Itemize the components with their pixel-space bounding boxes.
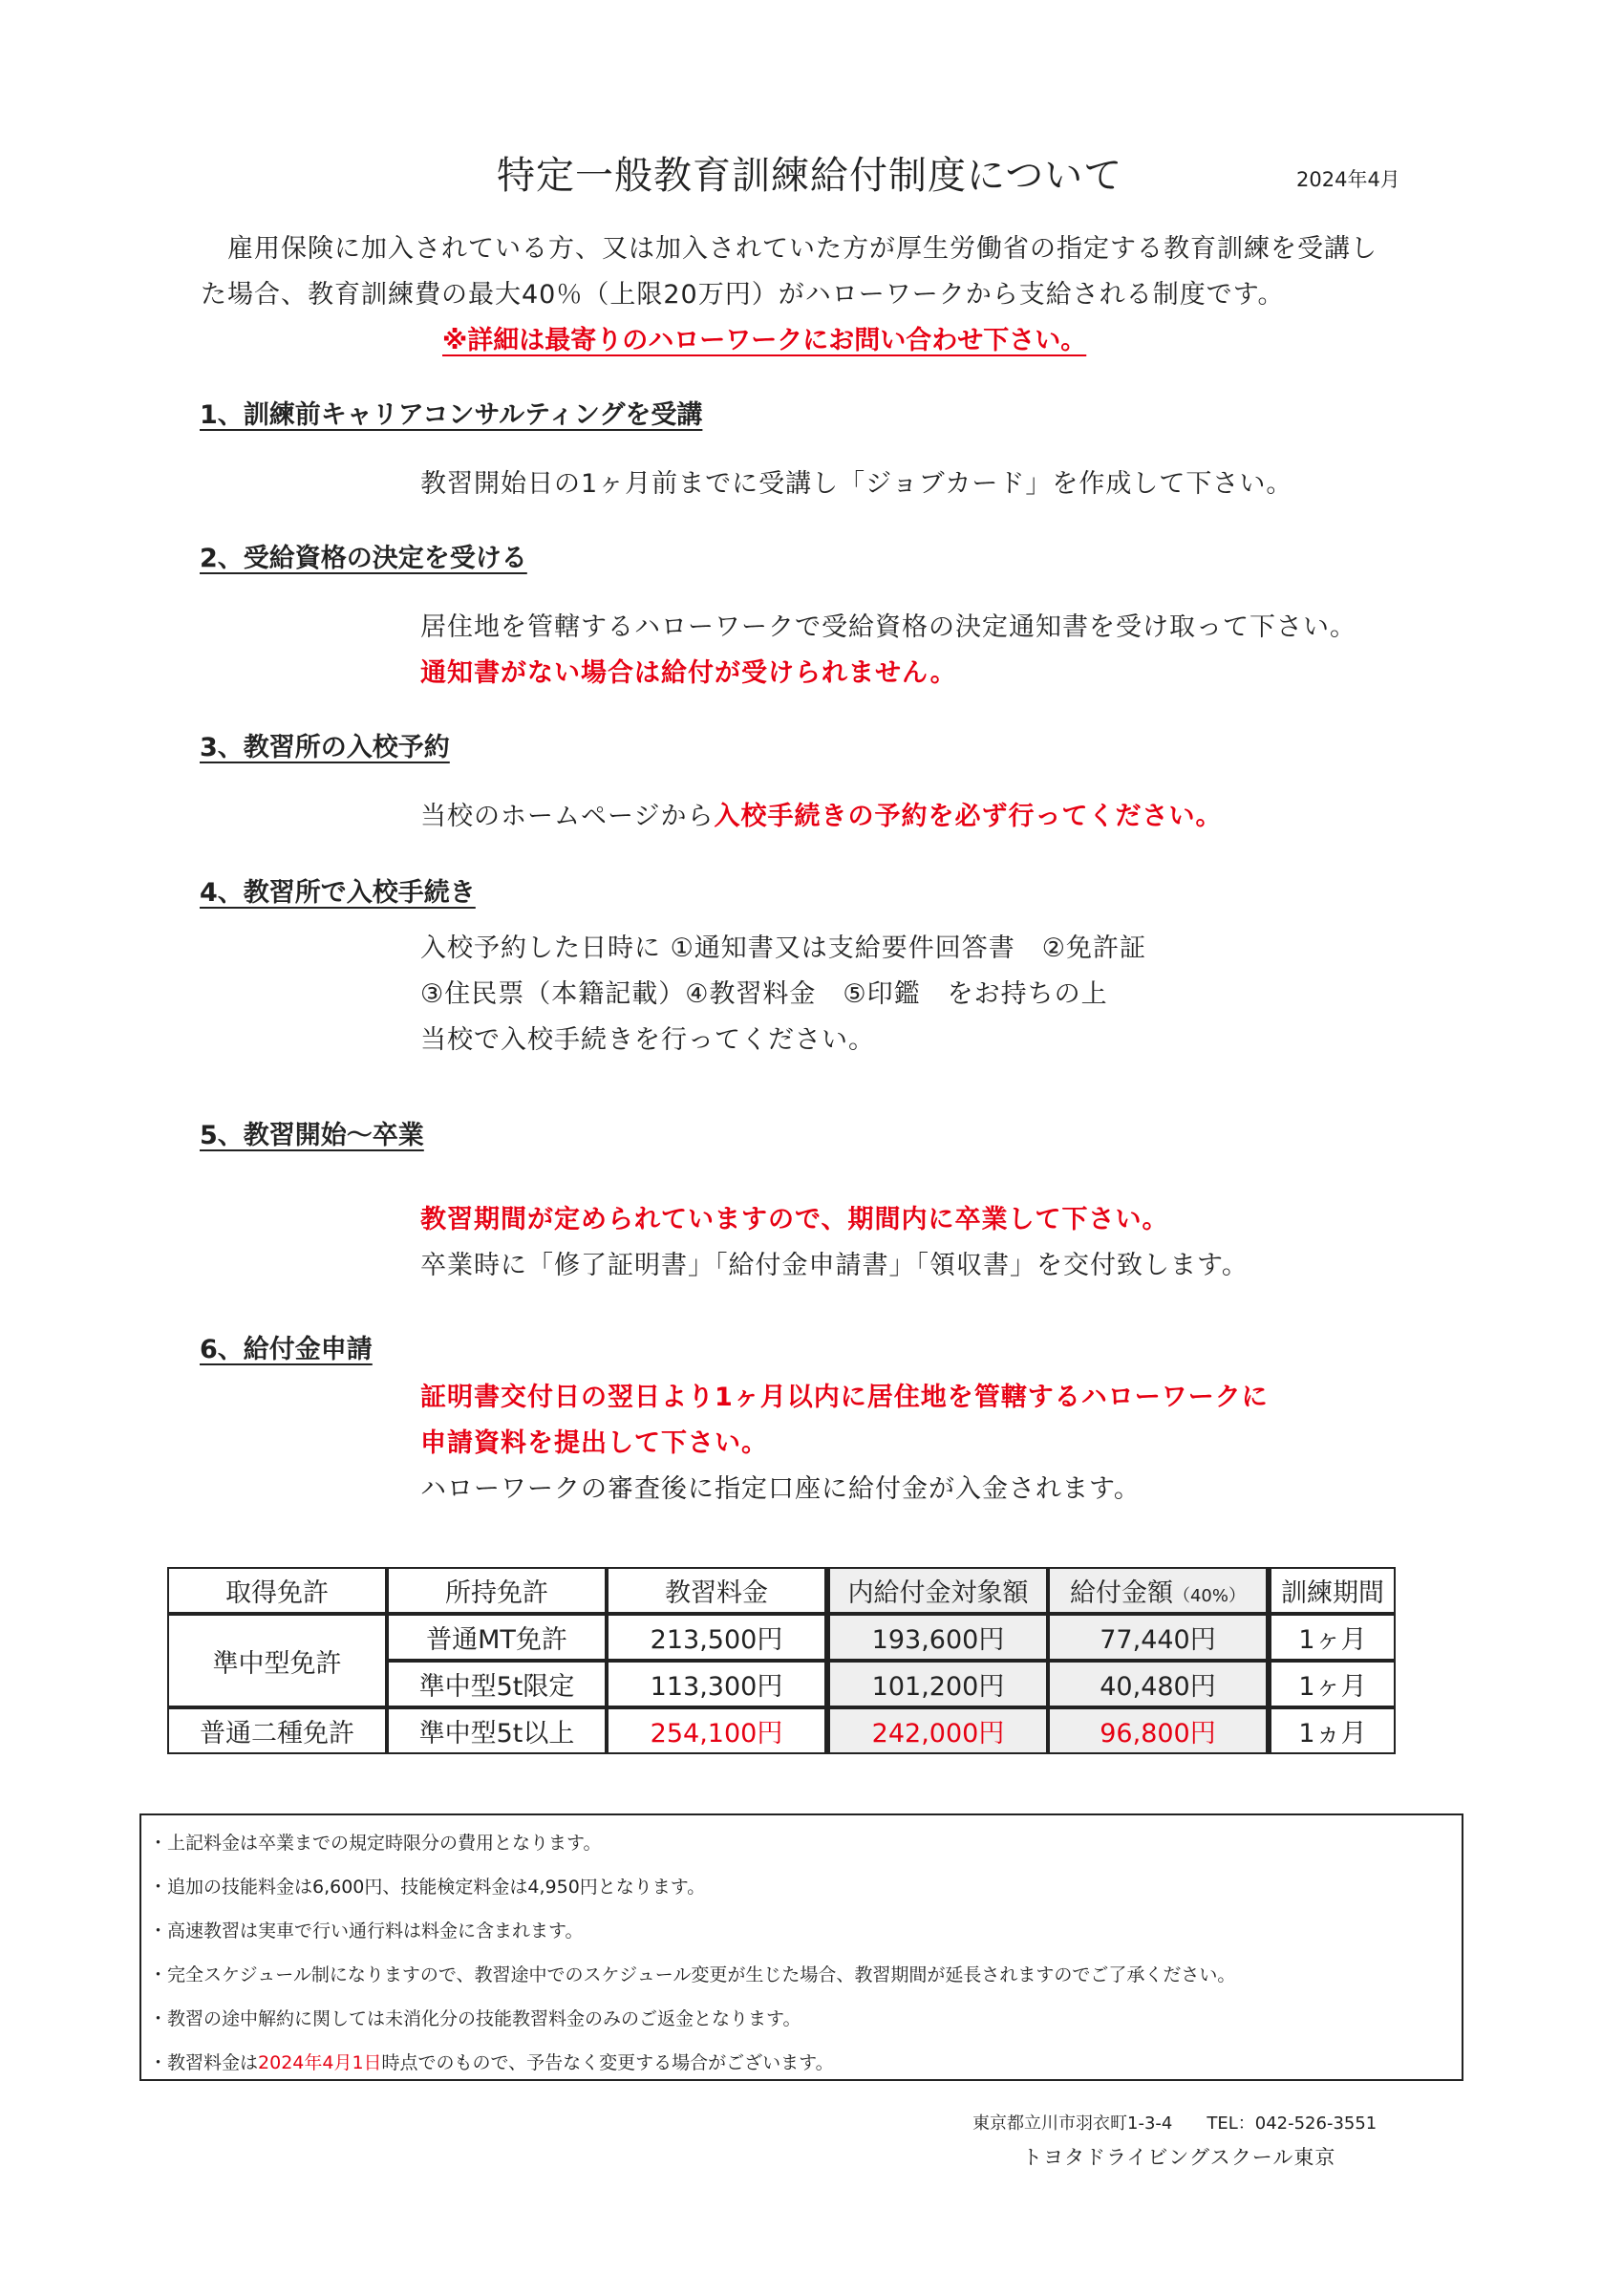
table-header-row	[167, 1567, 1396, 1614]
page-title: 特定一般教育訓練給付制度について	[497, 154, 1123, 198]
benefit-amount-cell: 77,440円	[1048, 1614, 1268, 1661]
held-license-cell: 普通MT免許	[387, 1614, 607, 1661]
header-training-period: 訓練期間	[1268, 1567, 1396, 1614]
note-price-date: 2024年4月1日	[258, 2052, 382, 2073]
issue-date: 2024年4月	[1296, 168, 1400, 191]
step-2-warning: 通知書がない場合は給付が受けられません。	[420, 658, 957, 688]
step-6-warning-1: 証明書交付日の翌日より1ヶ月以内に居住地を管轄するハローワークに	[420, 1383, 1269, 1412]
table-row	[167, 1707, 1396, 1754]
eligible-amount-cell: 101,200円	[826, 1661, 1048, 1707]
table-row	[167, 1614, 1396, 1661]
tuition-cell: 113,300円	[607, 1661, 826, 1707]
note-price-suffix: 時点でのもので、予告なく変更する場合がございます。	[381, 2052, 834, 2073]
school-address: 東京都立川市羽衣町1-3-4 TEL：042-526-3551	[972, 2114, 1377, 2134]
note-item: ・教習の途中解約に関しては未消化分の技能教習料金のみのご返金となります。	[149, 2008, 801, 2029]
tuition-cell: 254,100円	[607, 1707, 826, 1754]
eligible-amount-cell: 242,000円	[826, 1707, 1048, 1754]
step-4-line-3: 当校で入校手続きを行ってください。	[420, 1025, 875, 1055]
eligible-amount-cell: 193,600円	[826, 1614, 1048, 1661]
note-item	[149, 2049, 834, 2074]
note-item: ・上記料金は卒業までの規定時限分の費用となります。	[149, 1833, 602, 1854]
school-name: トヨタドライビングスクール東京	[1022, 2146, 1336, 2169]
step-4-line-2: ③住民票（本籍記載）④教習料金 ⑤印鑑 をお持ちの上	[420, 979, 1108, 1009]
step-3-heading: 3、教習所の入校予約	[200, 733, 450, 762]
header-eligible-amount: 内給付金対象額	[826, 1567, 1048, 1614]
benefit-amount-cell: 40,480円	[1048, 1661, 1268, 1707]
step-1-heading: 1、訓練前キャリアコンサルティングを受講	[200, 400, 703, 430]
step-2-text: 居住地を管轄するハローワークで受給資格の決定通知書を受け取って下さい。	[420, 612, 1356, 642]
step-5-heading: 5、教習開始～卒業	[200, 1121, 424, 1150]
training-period-cell: 1ヵ月	[1268, 1707, 1396, 1754]
intro-line-2: た場合、教育訓練費の最大40％（上限20万円）がハローワークから支給される制度です。	[201, 280, 1285, 310]
step-3-text	[420, 795, 1222, 832]
step-6-warning-2: 申請資料を提出して下さい。	[420, 1428, 768, 1458]
header-tuition: 教習料金	[607, 1567, 826, 1614]
benefit-amount-cell: 96,800円	[1048, 1707, 1268, 1754]
step-6-text: ハローワークの審査後に指定口座に給付金が入金されます。	[420, 1474, 1141, 1504]
step-2-heading: 2、受給資格の決定を受ける	[200, 544, 527, 573]
license-semi-medium: 準中型免許	[167, 1614, 387, 1707]
note-item: ・追加の技能料金は6,600円、技能検定料金は4,950円となります。	[149, 1877, 706, 1898]
notes-box	[139, 1813, 1463, 2081]
training-period-cell: 1ヶ月	[1268, 1661, 1396, 1707]
step-4-heading: 4、教習所で入校手続き	[200, 878, 476, 908]
fee-table	[167, 1567, 1396, 1754]
step-4-line-1: 入校予約した日時に ①通知書又は支給要件回答書 ②免許証	[420, 933, 1146, 963]
tuition-cell: 213,500円	[607, 1614, 826, 1661]
training-period-cell: 1ヶ月	[1268, 1614, 1396, 1661]
step-1-text: 教習開始日の1ヶ月前までに受講し「ジョブカード」を作成して下さい。	[420, 469, 1293, 499]
header-acquired-license: 取得免許	[167, 1567, 387, 1614]
intro-line-1: 雇用保険に加入されている方、又は加入されていた方が厚生労働省の指定する教育訓練を受講し	[227, 234, 1377, 264]
header-benefit-rate: （40%）	[1172, 1586, 1246, 1606]
step-5-warning: 教習期間が定められていますので、期間内に卒業して下さい。	[420, 1205, 1169, 1234]
license-class2-regular: 普通二種免許	[167, 1707, 387, 1754]
header-benefit-label: 給付金額	[1069, 1578, 1173, 1608]
note-price-prefix: ・教習料金は	[149, 2052, 259, 2073]
header-benefit-amount	[1048, 1567, 1268, 1614]
inquiry-notice: ※詳細は最寄りのハローワークにお問い合わせ下さい。	[442, 326, 1087, 355]
held-license-cell: 準中型5t限定	[387, 1661, 607, 1707]
header-held-license: 所持免許	[387, 1567, 607, 1614]
note-item: ・完全スケジュール制になりますので、教習途中でのスケジュール変更が生じた場合、教習期間が延長されますのでご了承ください。	[149, 1964, 1236, 1985]
step-5-text: 卒業時に「修了証明書」「給付金申請書」「領収書」を交付致します。	[420, 1251, 1249, 1280]
note-item: ・高速教習は実車で行い通行料は料金に含まれます。	[149, 1920, 584, 1942]
step-3-text-prefix: 当校のホームページから	[420, 802, 715, 831]
step-6-heading: 6、給付金申請	[200, 1335, 373, 1364]
held-license-cell: 準中型5t以上	[387, 1707, 607, 1754]
step-3-reservation-warning: 入校手続きの予約を必ず行ってください。	[714, 802, 1223, 831]
